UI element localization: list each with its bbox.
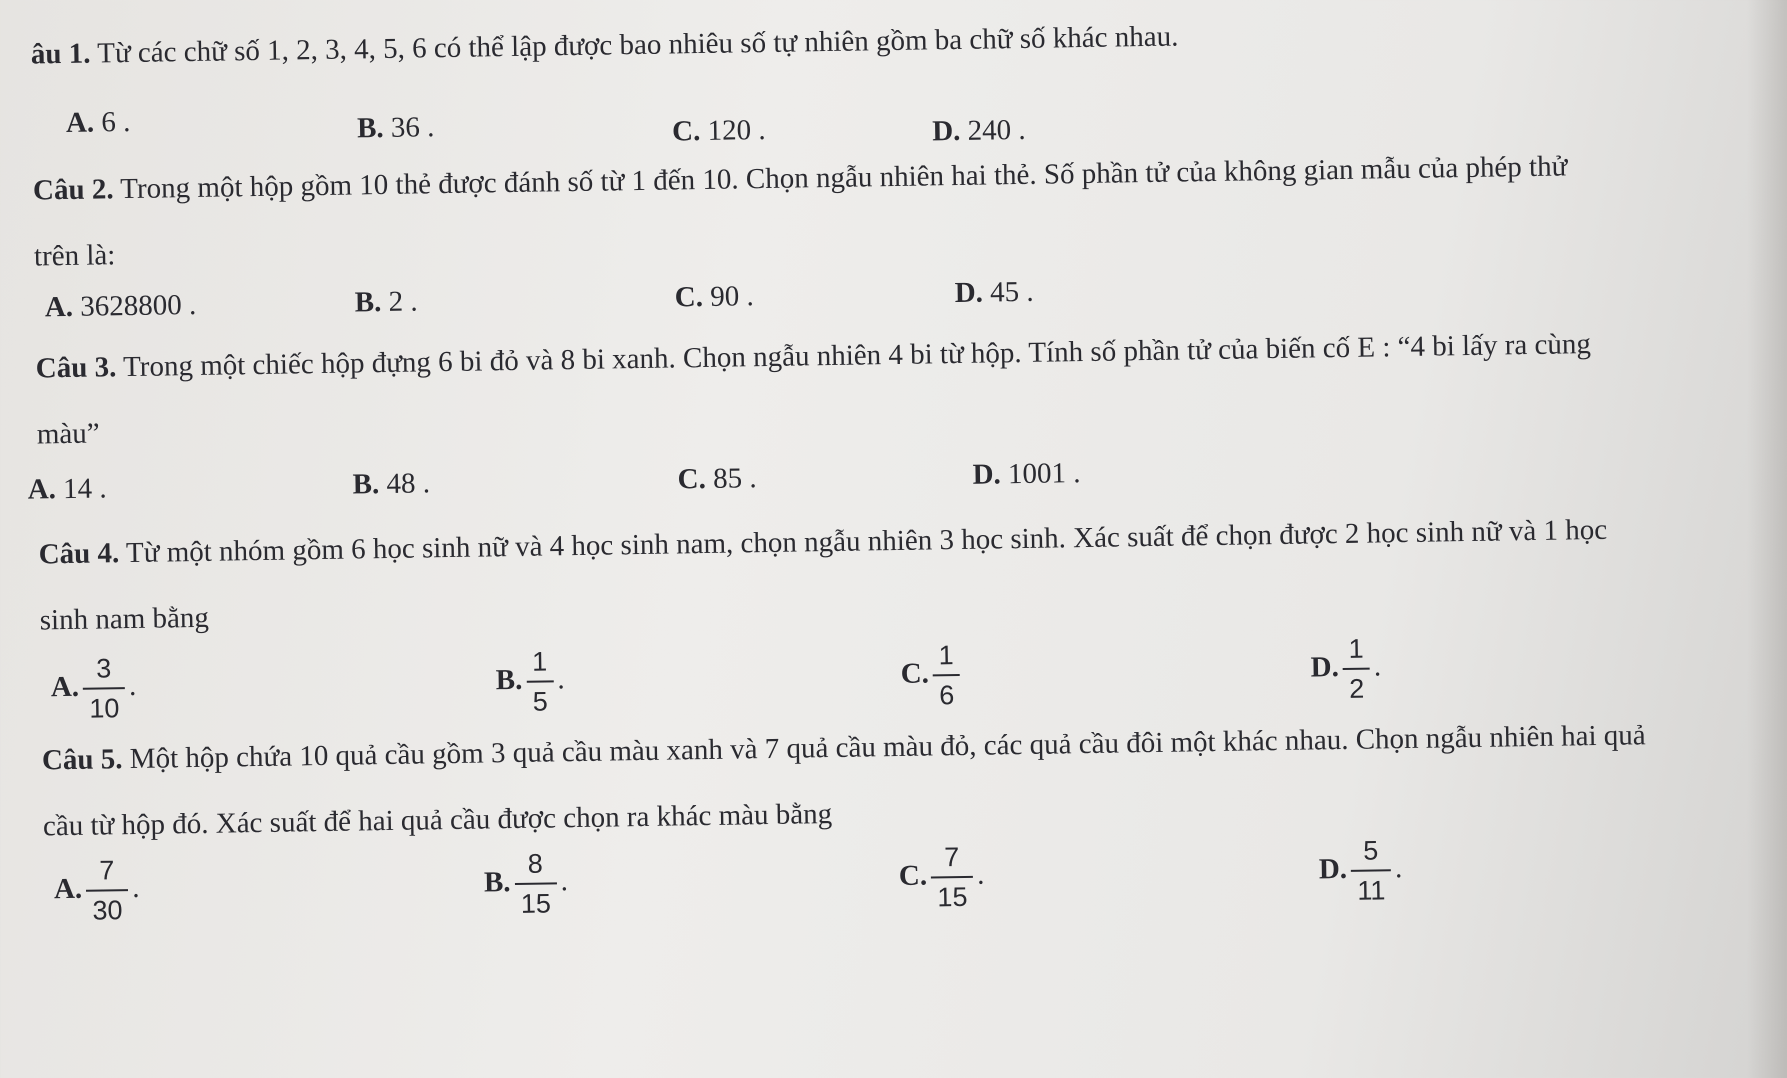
question-2-label: Câu 2.	[32, 173, 114, 207]
question-3-label: Câu 3.	[35, 351, 117, 385]
option-letter: D.	[931, 114, 961, 148]
option-tail: .	[131, 871, 140, 905]
fraction	[1350, 834, 1391, 909]
question-4-text: Từ một nhóm gồm 6 học sinh nữ và 4 học sinh nam, chọn ngẫu nhiên 3 học sinh. Xác suất để chọn được 2 học sinh nữ và 1 học sinh nam bằng	[39, 513, 1608, 637]
denominator: 11	[1357, 875, 1386, 907]
option-letter: C.	[677, 462, 707, 496]
numerator: 7	[931, 840, 974, 879]
option-value: 85 .	[705, 462, 757, 495]
question-5-label: Câu 5.	[41, 743, 123, 777]
q5-option-b	[483, 831, 568, 932]
fraction	[82, 651, 125, 726]
fraction	[932, 638, 960, 712]
option-value: 48 .	[378, 467, 431, 501]
option-letter: A.	[50, 670, 80, 704]
option-letter: B.	[356, 111, 384, 145]
question-3	[35, 311, 1597, 467]
q2-option-a	[45, 289, 197, 324]
q4-option-c	[900, 623, 965, 724]
question-5-text: Một hộp chứa 10 quả cầu gồm 3 quả cầu màu xanh và 7 quả cầu màu đỏ, các quả cầu đôi một khác nhau. Chọn ngẫu nhiên hai quả cầu từ hộp đó. Xác suất để hai quả cầu được chọn ra khác màu bằng	[42, 719, 1646, 843]
question-1-label: âu 1.	[30, 37, 91, 71]
q4-option-a	[50, 636, 137, 737]
numerator: 5	[1350, 834, 1391, 873]
option-letter: C.	[674, 280, 704, 314]
option-letter: C.	[671, 115, 701, 148]
numerator: 3	[82, 651, 125, 690]
option-letter: A.	[53, 872, 83, 906]
denominator: 15	[937, 882, 968, 913]
question-1	[30, 0, 1591, 88]
question-2	[32, 133, 1594, 289]
denominator: 6	[939, 680, 955, 711]
q3-option-d	[972, 457, 1080, 492]
option-letter: D.	[1310, 651, 1340, 684]
option-tail: .	[557, 663, 565, 696]
question-2-text: Trong một hộp gồm 10 thẻ được đánh số từ 1 đến 10. Chọn ngẫu nhiên hai thẻ. Số phần tử của không gian mẫu của phép thử trên là:	[33, 150, 1568, 273]
option-letter: A.	[27, 473, 57, 506]
q5-option-c	[898, 825, 985, 926]
option-letter: A.	[44, 290, 74, 324]
option-tail	[964, 657, 965, 689]
page-edge-shadow	[1747, 0, 1787, 1078]
q2-option-c	[675, 280, 754, 314]
option-tail: .	[1373, 650, 1382, 683]
option-value: 2 .	[381, 285, 418, 319]
fraction	[1342, 632, 1370, 706]
denominator: 15	[520, 888, 552, 920]
fraction	[514, 847, 557, 922]
option-letter: D.	[954, 276, 984, 310]
numerator: 8	[514, 847, 557, 886]
question-4-label: Câu 4.	[38, 537, 120, 571]
question-1-text: Từ các chữ số 1, 2, 3, 4, 5, 6 có thể lập được bao nhiêu số tự nhiên gồm ba chữ số khác nhau.	[90, 20, 1179, 70]
option-tail: .	[976, 858, 985, 891]
option-letter: D.	[1318, 852, 1348, 886]
option-letter: B.	[483, 866, 511, 899]
fraction	[86, 853, 129, 928]
option-letter: B.	[352, 468, 380, 501]
numerator: 7	[86, 853, 129, 892]
q1-option-b	[357, 111, 435, 145]
q5-option-a	[53, 838, 140, 939]
option-letter: B.	[495, 663, 523, 697]
option-letter: B.	[354, 286, 382, 319]
q4-option-d	[1310, 616, 1382, 717]
denominator: 10	[89, 693, 120, 725]
option-value: 90 .	[702, 280, 754, 313]
option-value: 120 .	[700, 113, 766, 148]
option-tail: .	[128, 669, 137, 703]
denominator: 30	[92, 895, 123, 927]
q3-option-b	[352, 467, 430, 501]
option-letter: C.	[898, 859, 928, 892]
option-value: 45 .	[982, 275, 1034, 309]
q4-option-b	[495, 629, 565, 730]
option-letter: C.	[900, 657, 930, 690]
fraction	[931, 840, 974, 915]
option-value: 6 .	[93, 105, 131, 139]
numerator: 1	[1342, 632, 1370, 670]
fraction	[526, 645, 554, 719]
q5-option-d	[1318, 818, 1403, 919]
q3-option-a	[27, 472, 106, 506]
option-letter: D.	[972, 458, 1002, 491]
option-value: 1001 .	[1000, 457, 1081, 491]
q1-option-c	[672, 114, 766, 148]
option-value: 3628800 .	[72, 288, 197, 323]
numerator: 1	[932, 638, 960, 676]
option-tail: .	[1394, 852, 1403, 885]
numerator: 1	[526, 645, 554, 683]
q2-option-b	[355, 285, 418, 319]
option-value: 36 .	[383, 111, 435, 144]
q2-option-d	[954, 276, 1033, 310]
question-3-text: Trong một chiếc hộp đựng 6 bi đỏ và 8 bi xanh. Chọn ngẫu nhiên 4 bi từ hộp. Tính số phần tử của biến cố E : “4 bi lấy ra cùng màu”	[36, 328, 1592, 451]
denominator: 2	[1348, 674, 1365, 705]
option-tail: .	[560, 865, 569, 898]
option-letter: A.	[65, 106, 95, 139]
option-value: 14 .	[55, 472, 107, 506]
q1-option-a	[66, 106, 131, 140]
denominator: 5	[532, 686, 548, 718]
q3-option-c	[677, 462, 756, 496]
option-value: 240 .	[960, 113, 1026, 147]
